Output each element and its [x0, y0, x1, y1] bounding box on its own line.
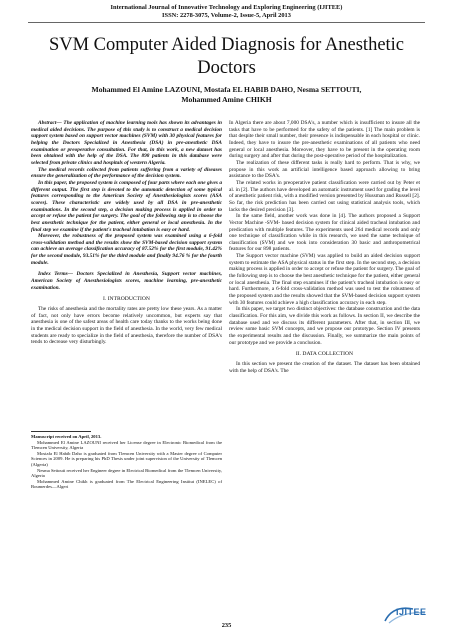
author-list [40, 85, 413, 105]
authors-line-1: Mohammed El Amine LAZOUNI, Mostafa EL HABIB DAHO, Nesma SETTOUTI, [91, 85, 362, 94]
section-heading-introduction: I. INTRODUCTION [103, 296, 150, 303]
footnote-received: Manuscript received on April, 2013. [31, 434, 102, 439]
index-terms: Index Terms— Doctors Specialized in Anesthesia, Support vector machines, American Society of Anesthesiologists scores, machine learning, pre-anesthetic examination. [31, 271, 222, 291]
column-spacer [31, 346, 222, 426]
left-column [31, 120, 222, 490]
abstract-paragraph-4: Moreover, the robustness of the proposed system was examined using a 6-fold cross-validation method and the results show the SVM-based decision support system can achieve an average classification accuracy of 87.52% for the first module, 91.42% for the second module, 93.51% for the third module and finally 94.76 % for the fourth module. [31, 233, 222, 266]
paper-title: SVM Computer Aided Diagnosis for Anesthetic Doctors [48, 35, 405, 78]
footnote-author-2: Mostafa El Habib Daho is graduated from Tlemcen University with a Master degree of Computer Sciences in 2009. He is preparing his PhD Thesis under joint supervision of the University of Tlemcen (Algeria) [31, 450, 222, 467]
right-paragraph-4: In the same field, another work was done in [4]. The authors proposed a Support Vector Machine -SVM- based decision system for clinical aided tracheal intubation and predication with multiple features. The experiments used 264 medical records and only one technique of classification while in this research, we used the same technique of classification (SVM) and we took into consideration 30 basic and anthropometrical features for our 898 patients. [229, 213, 420, 253]
right-paragraph-7: In this section we present the creation of the dataset. The dataset has been obtained with the help of DSA's. The [229, 360, 420, 374]
footnote-divider [31, 431, 91, 432]
abstract-paragraph-2: The medical records collected from patients suffering from a variety of diseases ensure the generalization of the performance of the decision system. [31, 166, 222, 180]
abstract [31, 120, 222, 167]
footnote-author-4: Mohammed Amine Chikh is graduated from The Electrical Engineering Institut (INELEC) of Boumerdes—Algeri [31, 478, 222, 490]
page-number: 235 [221, 622, 232, 629]
journal-header [0, 4, 453, 20]
right-paragraph-5: The Support vector machine (SVM) was applied to build an aided decision support system to estimate the ASA physical status in the first step. In the second step, a decision making process is applied in order to accept or refuse the patient for surgery. The goal of the following step is to choose the best anesthetic technique for the patient, either general or local anesthesia. The final step examines if the patient's tracheal intubation is easy or hard. Furthermore, a 6-fold cross-validation method was used to test the robustness of the proposed system and the results showed that the SVM-based decision support system with 30 features could achieve a high classification accuracy in each step. [229, 253, 420, 306]
abstract-paragraph-3: In this paper, the proposed system is composed of four parts where each one gives a different output. The first step is devoted to the automatic detection of some typical features corresponding to the American Society of Anesthesiologists scores (ASA scores). These characteristic are widely used by all DSA in pre-anesthetic examinations. In the second step, a decision making process is applied in order to accept or refuse the patient for surgery. The goal of the following step is to choose the best anesthetic technique for the patient, either general or local anesthesia. In the final step we examine if the patient's tracheal intubation is easy or hard. [31, 179, 222, 233]
section-heading-data-collection: II. DATA COLLECTION [295, 351, 354, 358]
intro-paragraph: The risks of anesthesia and the mortality rates are pretty low these years. As a matter of fact, not only have errors become relatively uncommon, but experts say that anesthesia is one of the safest areas of health care today thanks to the works being done in the medical decision support in the field of anesthesia. In the world, very few medical students are ready to specialize in the field of anesthesia, therefore the number of DSA's tends to decrease very disturbingly. [31, 306, 222, 346]
footnotes [31, 434, 222, 490]
journal-name: International Journal of Innovative Technology and Exploring Engineering (IJITEE) [110, 4, 343, 11]
header-divider [28, 22, 425, 23]
right-paragraph-6: In this paper, we target two distinct objectives: the database construction and the data classification. For this aim, we divide this work as follows. In section II, we describe the database used and we discuss its different parameters. After that, in section III, we review some basic SVM concepts, and we propose our prototype. Section IV presents the experimental results and the discussion. Finally, we summarize the main points of our prototype and we provide a conclusion. [229, 306, 420, 346]
right-paragraph-1: In Algeria there are about 7,000 DSA's, a number which is insufficient to insure all the tasks that have to be performed for the safety of the patients. [1] The main problem is that despite their small number, their presence is indispensable in each hospital or clinic. Indeed, they have to insure the pre-anesthetic examinations of all patients who need general or local anesthesia. Moreover, they have to be present in the operating room during surgery and after that during the post-operative period of the hospitalization. [229, 120, 420, 160]
footnote-author-3: Nesma Settouti received her Engineer degree in Electrical Biomedical from the Tlemcen University, Algeria [31, 467, 222, 479]
right-column [229, 120, 420, 374]
abstract-text: The application of machine learning tools has shown its advantages in medical aided decisions. The purpose of this study is to construct a medical decision support system based on support vector machines (SVM) with 30 physical features for helping the Doctors Specialized in Anesthesia (DSA) in pre-anesthetic DSA examination or preoperative consultation. For that, in this work, a new dataset has been obtained with the help of the DSA. The 898 patients in this database were selected from private clinics and hospitals of western Algeria. [31, 120, 222, 166]
right-paragraph-2: The realization of these different tasks is really hard to perform. That is why, we propose in this work an artificial intelligence based approach allowing to bring assistance to the DSA's. [229, 159, 420, 180]
abstract-label: Abstract— [38, 120, 62, 126]
footnote-author-1: Mohammed El Amine LAZOUNI received her License degree in Electronic Biomedical from the Tlemcen University, Algeria [31, 439, 222, 451]
journal-issn: ISSN: 2278-3075, Volume-2, Issue-5, April 2013 [162, 12, 291, 19]
right-paragraph-3: The related works in preoperative patient classification were carried out by Peter et al. in [2]. The authors have developed an automatic instrument used for grading the level of anesthetic patient risk, with a modified version presented by Hussman and Russell [2]. So far, the risk prediction has been carried out using statistical analysis tools, which lacks the desired precision [3]. [229, 179, 420, 213]
authors-line-2: Mohammed Amine CHIKH [181, 95, 272, 104]
journal-logo-text: IJITEE [396, 607, 427, 617]
